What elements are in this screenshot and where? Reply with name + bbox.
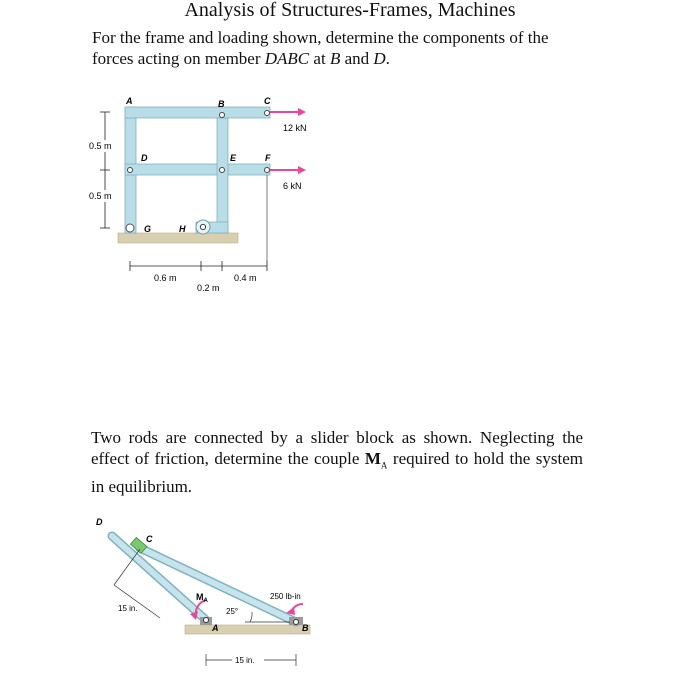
dim-rod-end xyxy=(114,585,160,618)
page-title: Analysis of Structures-Frames, Machines xyxy=(184,0,516,21)
dim-upper: 0.5 m xyxy=(89,141,112,151)
point-d: D xyxy=(373,49,386,68)
label-d-2: D xyxy=(96,517,103,527)
label-b-2: B xyxy=(302,623,309,633)
problem-2-text-end: required to hold the system in equilibrium. xyxy=(91,449,583,497)
couple-symbol: M xyxy=(364,449,381,468)
problem-1-end: . xyxy=(385,49,390,68)
ground-base xyxy=(118,233,238,243)
angle-label: 25° xyxy=(226,607,239,616)
member-beh-vertical xyxy=(217,118,228,233)
label-g: G xyxy=(144,224,152,234)
member-def-horizontal xyxy=(125,164,270,175)
moment-label-m: M xyxy=(196,592,204,602)
pin-b xyxy=(220,113,225,118)
slider-rod-figure xyxy=(90,510,330,680)
problem-1-at: at xyxy=(309,49,330,68)
load-label-12kn: 12 kN xyxy=(283,123,307,133)
problem-1-and: and xyxy=(340,49,374,68)
problem-1-statement xyxy=(92,27,592,69)
frame-figure xyxy=(80,88,340,298)
pin-f xyxy=(265,168,270,173)
pin-e xyxy=(220,168,225,173)
pin-b-2 xyxy=(294,620,299,625)
problem-2-text: Two rods are connected by a slider block as shown. Neglecting the effect of friction, determine the couple xyxy=(91,428,583,468)
dim-lower: 0.5 m xyxy=(89,191,112,201)
dim-span-06: 0.6 m xyxy=(154,273,177,283)
problem-1-text: For the frame and loading shown, determine the components of the forces acting on member xyxy=(92,28,549,68)
torque-label: 250 lb-in xyxy=(270,592,301,601)
label-d: D xyxy=(141,153,148,163)
load-arrowhead-6kn xyxy=(298,166,306,174)
pin-h xyxy=(200,224,205,229)
ground-base-2 xyxy=(185,625,310,634)
pin-d xyxy=(128,168,133,173)
member-abc-horizontal xyxy=(125,107,270,118)
load-label-6kn: 6 kN xyxy=(283,181,302,191)
dim-span-04: 0.4 m xyxy=(234,273,257,283)
label-h: H xyxy=(179,224,186,234)
dim-span-02: 0.2 m xyxy=(197,283,220,293)
label-c: C xyxy=(264,96,271,106)
pin-a-2 xyxy=(204,618,209,623)
pin-c xyxy=(265,111,270,116)
label-a-2: A xyxy=(212,623,219,633)
label-b: B xyxy=(218,99,225,109)
dim-base-label: 15 in. xyxy=(235,656,255,665)
problem-2-statement xyxy=(91,427,583,497)
pin-g xyxy=(126,224,134,232)
dim-rod-label: 15 in. xyxy=(118,604,138,613)
couple-subscript: A xyxy=(380,460,388,471)
point-b: B xyxy=(329,49,341,68)
member-name: DABC xyxy=(264,49,310,68)
angle-arc xyxy=(250,612,252,622)
label-f: F xyxy=(265,153,271,163)
load-arrowhead-12kn xyxy=(298,108,306,116)
label-e: E xyxy=(230,153,237,163)
label-a: A xyxy=(126,96,133,106)
moment-label-sub: A xyxy=(203,598,208,604)
label-c-2: C xyxy=(146,534,153,544)
